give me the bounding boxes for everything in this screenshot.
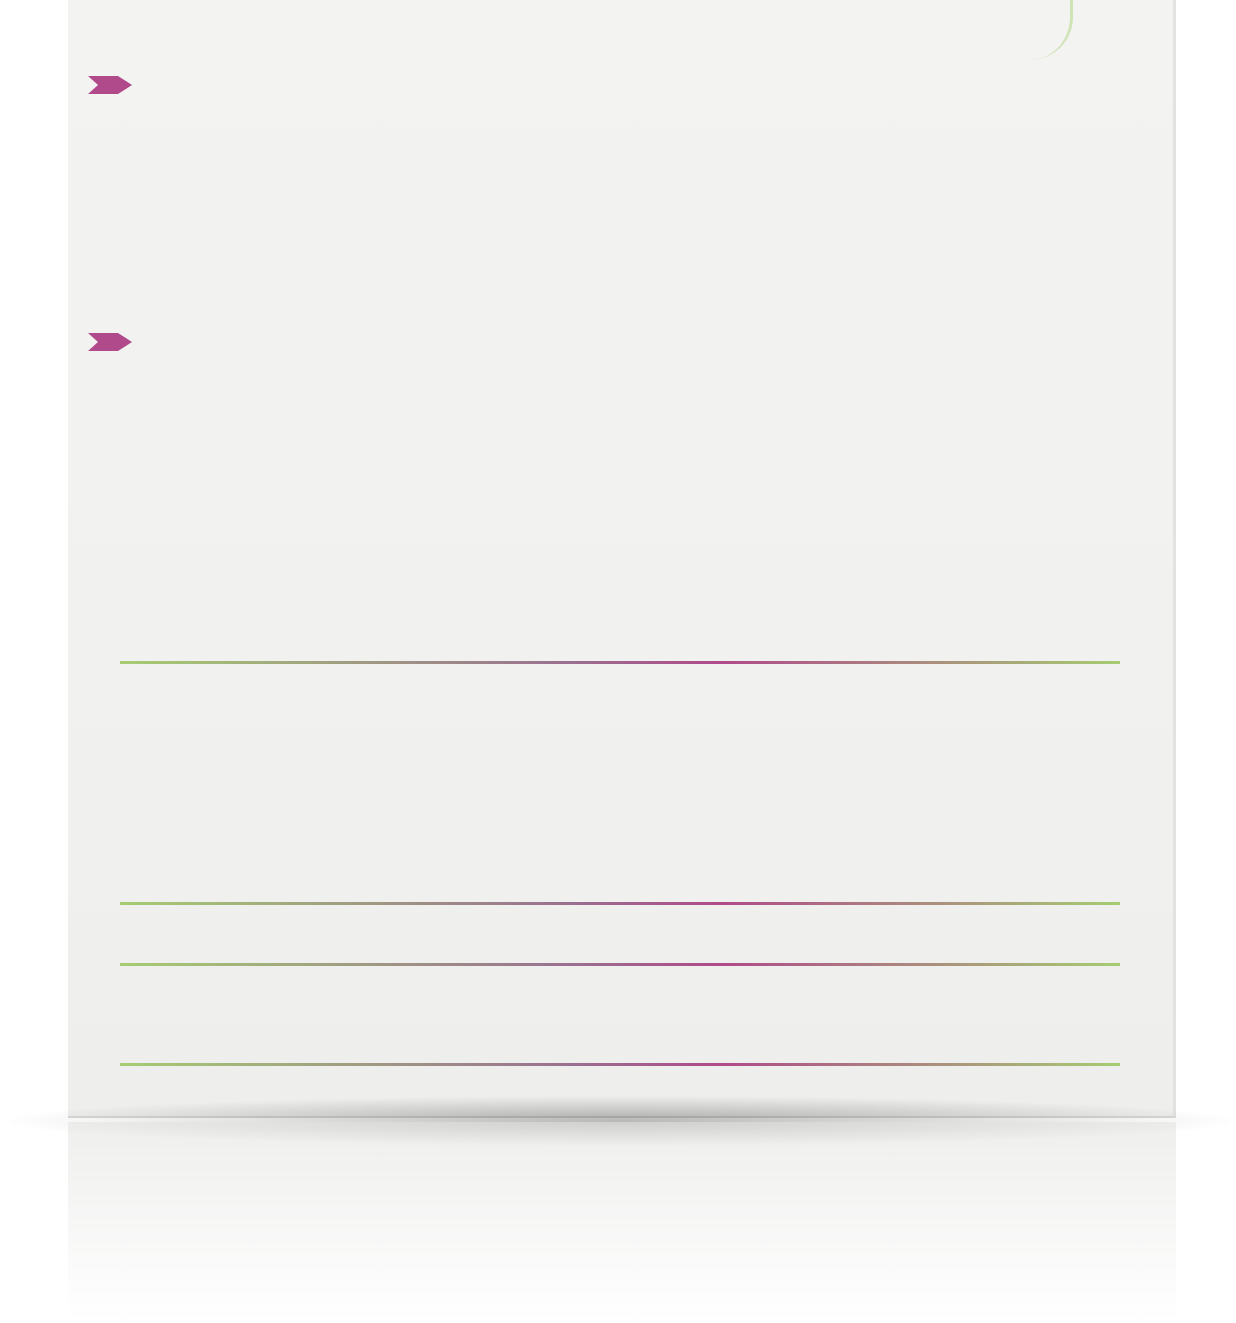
ingredients-table-bottom-rule bbox=[120, 1063, 1120, 1066]
nutrition-top-rule bbox=[120, 661, 1120, 664]
nutrition-bottom-rule bbox=[120, 902, 1120, 905]
box-reflection bbox=[68, 1122, 1176, 1322]
language-badge-pt-icon bbox=[88, 331, 134, 353]
portuguese-section bbox=[143, 329, 1123, 337]
spanish-section bbox=[143, 72, 1123, 80]
language-badge-es-icon bbox=[88, 74, 134, 96]
ingredients-table-top-rule bbox=[120, 963, 1120, 966]
product-box-panel bbox=[68, 0, 1176, 1118]
